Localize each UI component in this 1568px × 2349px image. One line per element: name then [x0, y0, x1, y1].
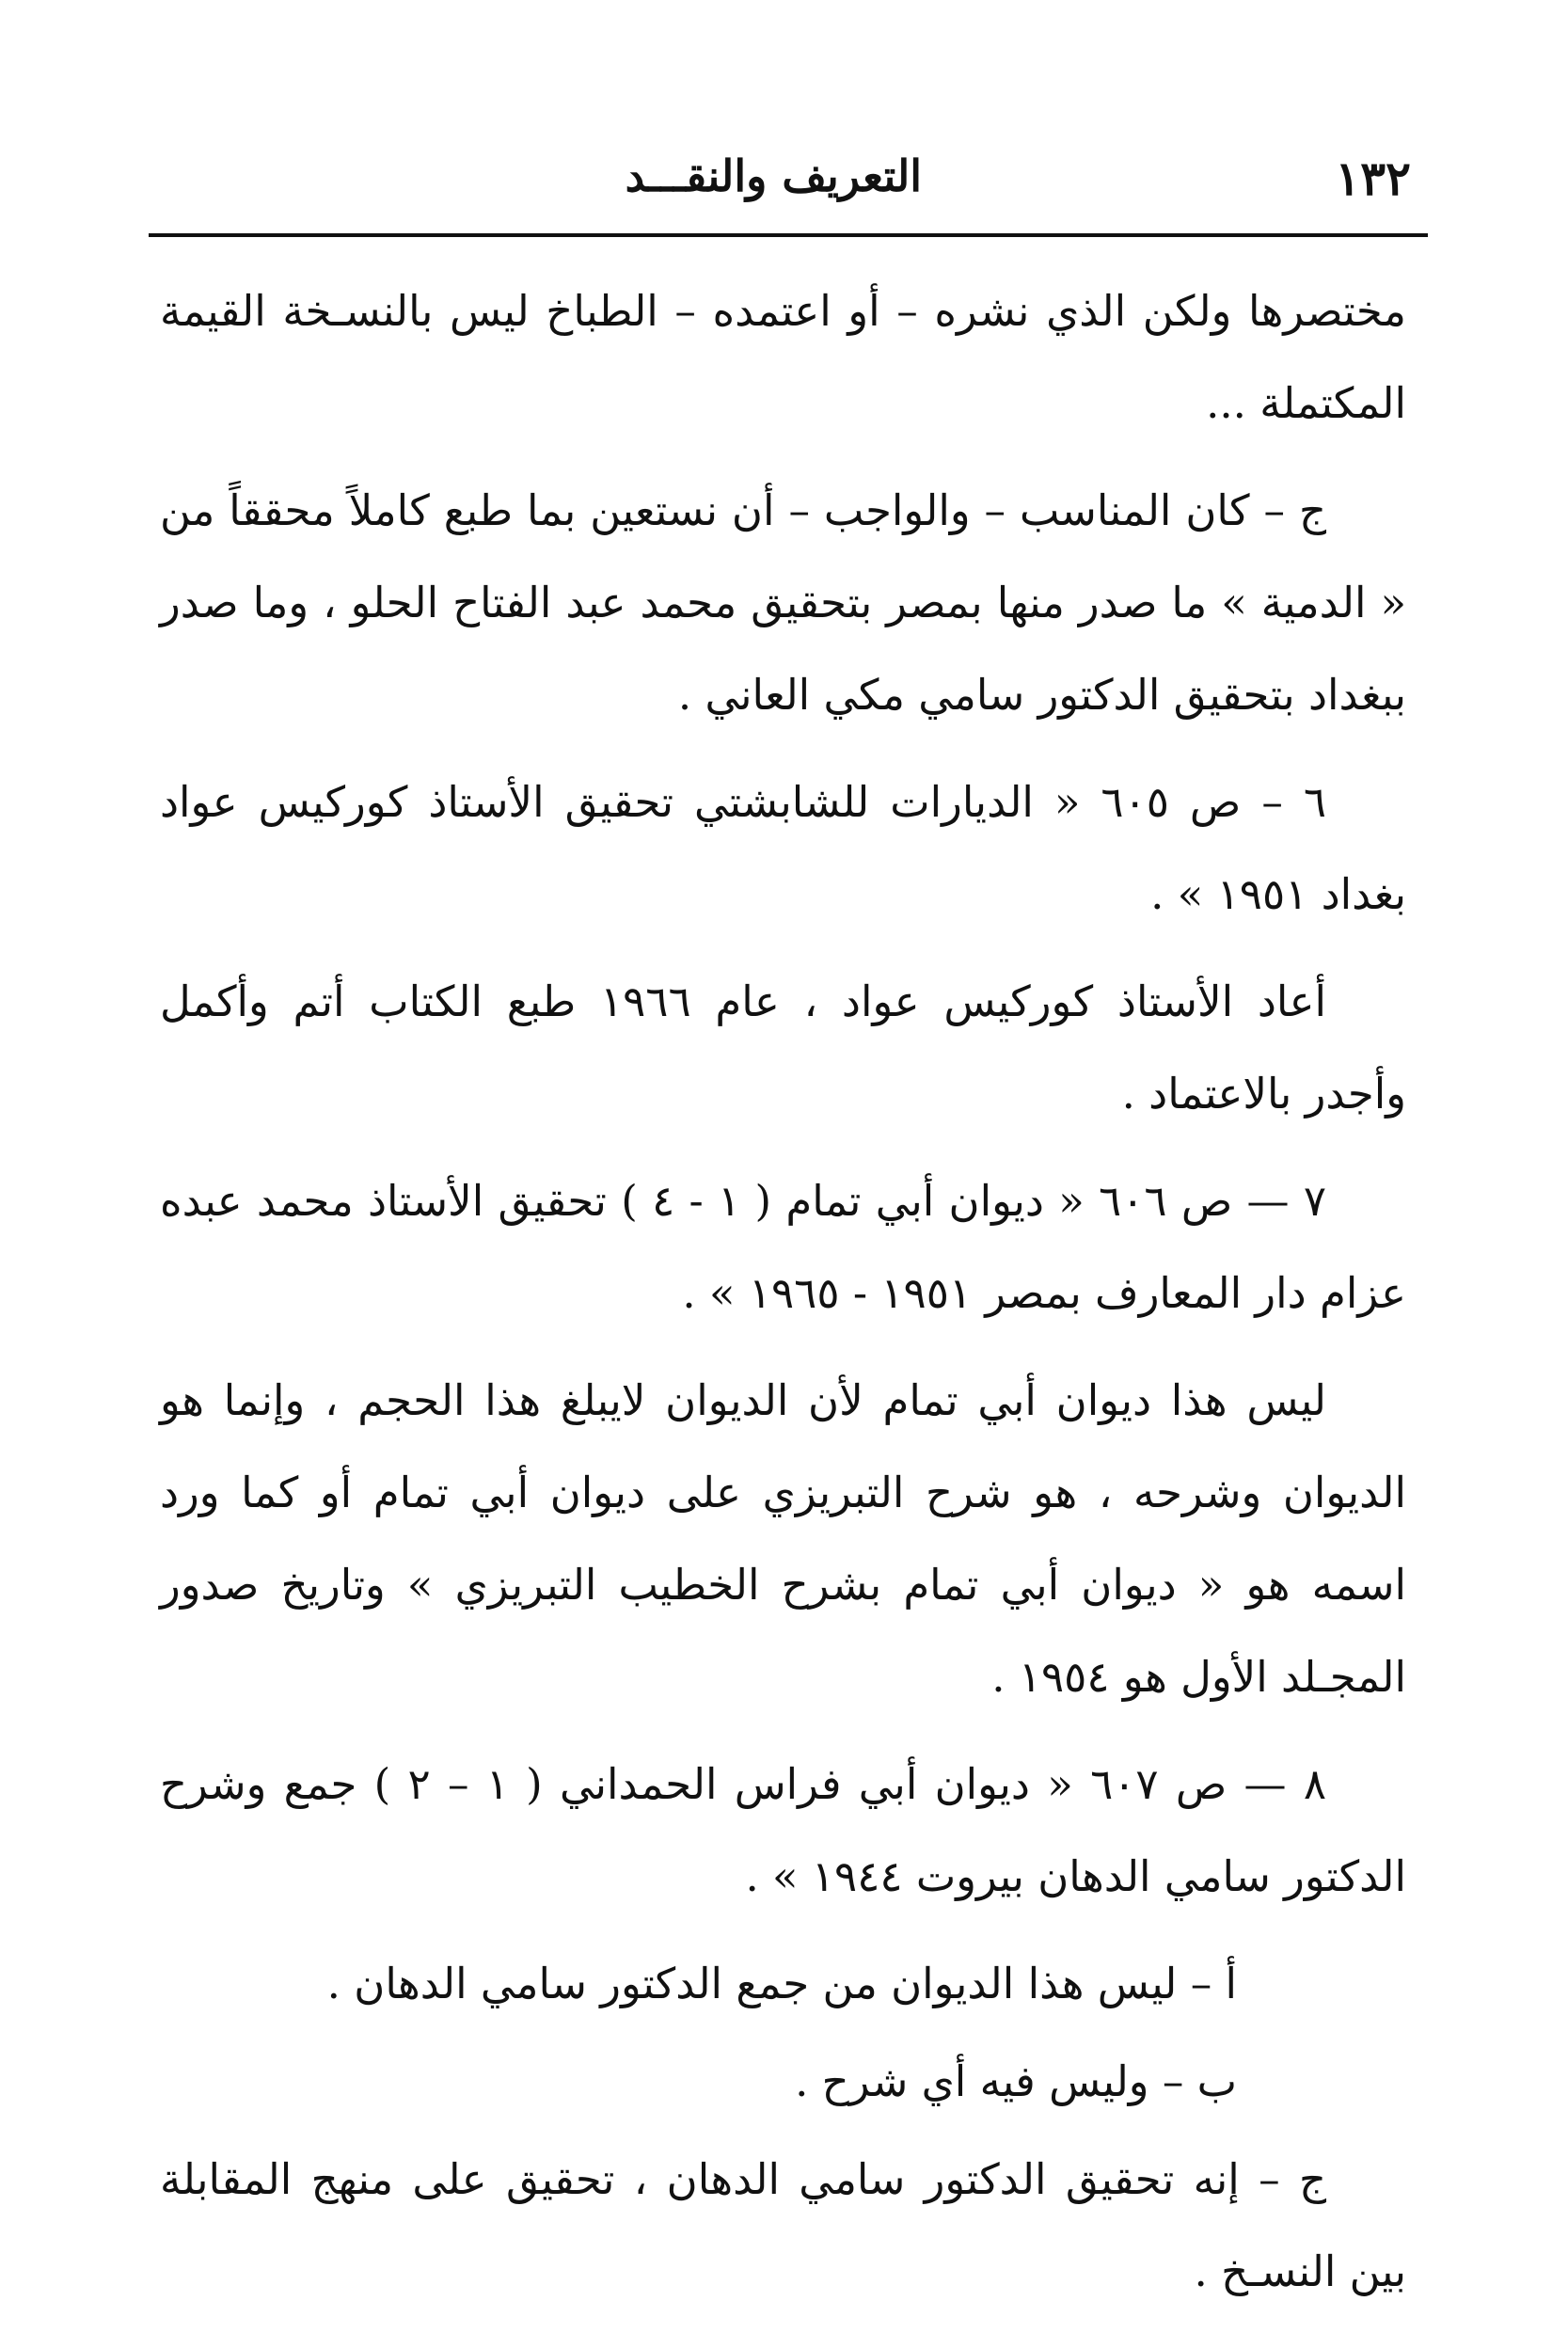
- paragraph-item-8: ٨ — ص ٦٠٧ « ديوان أبي فراس الحمداني ( ١ – ٢ ) جمع وشرح الدكتور سامي الدهان بيروت ١٩٤٤ » .: [160, 1759, 1406, 1901]
- paragraph-continuation: مختصرها ولكن الذي نشره – أو اعتمده – الطباخ ليس بالنسـخة القيمة المكتملة ...: [160, 286, 1406, 428]
- paragraph-note-c: ج – كان المناسب – والواجب – أن نستعين بما طبع كاملاً محققاً من « الدمية » ما صدر منها بمصر بتحقيق محمد عبد الفتاح الحلو ، وما صدر ببغداد بتحقيق الدكتور سامي مكي العاني .: [160, 485, 1406, 720]
- paragraph-item-6-comment: أعاد الأستاذ كوركيس عواد ، عام ١٩٦٦ طبع الكتاب أتم وأكمل وأجدر بالاعتماد .: [160, 976, 1406, 1119]
- page-number: ١٣٢: [1335, 151, 1411, 206]
- body-text: [160, 265, 1406, 2333]
- paragraph-item-8-note-a: أ – ليس هذا الديوان من جمع الدكتور سامي الدهان .: [326, 1959, 1237, 2008]
- paragraph-item-6: ٦ – ص ٦٠٥ « الديارات للشابشتي تحقيق الأستاذ كوركيس عواد بغداد ١٩٥١ » .: [160, 777, 1406, 919]
- page-header: [150, 141, 1411, 226]
- paragraph-item-8-note-b: ب – وليس فيه أي شرح .: [795, 2056, 1237, 2106]
- paragraph-item-7: ٧ — ص ٦٠٦ « ديوان أبي تمام ( ١ - ٤ ) تحقيق الأستاذ محمد عبده عزام دار المعارف بمصر ١٩٥١ - ١٩٦٥ » .: [160, 1176, 1406, 1318]
- paragraph-item-7-comment: ليس هذا ديوان أبي تمام لأن الديوان لايبلغ هذا الحجم ، وإنما هو الديوان وشرحه ، هو شرح التبريزي على ديوان أبي تمام أو كما ورد اسمه هو « ديوان أبي تمام بشرح الخطيب التبريزي » وتاريخ صدور المجـلد الأول هو ١٩٥٤ .: [160, 1375, 1406, 1702]
- running-title: التعريف والنقـــد: [625, 151, 922, 201]
- header-rule: [149, 233, 1428, 237]
- paragraph-item-8-note-c: ج – إنه تحقيق الدكتور سامي الدهان ، تحقيق على منهج المقابلة بين النسـخ .: [160, 2154, 1406, 2296]
